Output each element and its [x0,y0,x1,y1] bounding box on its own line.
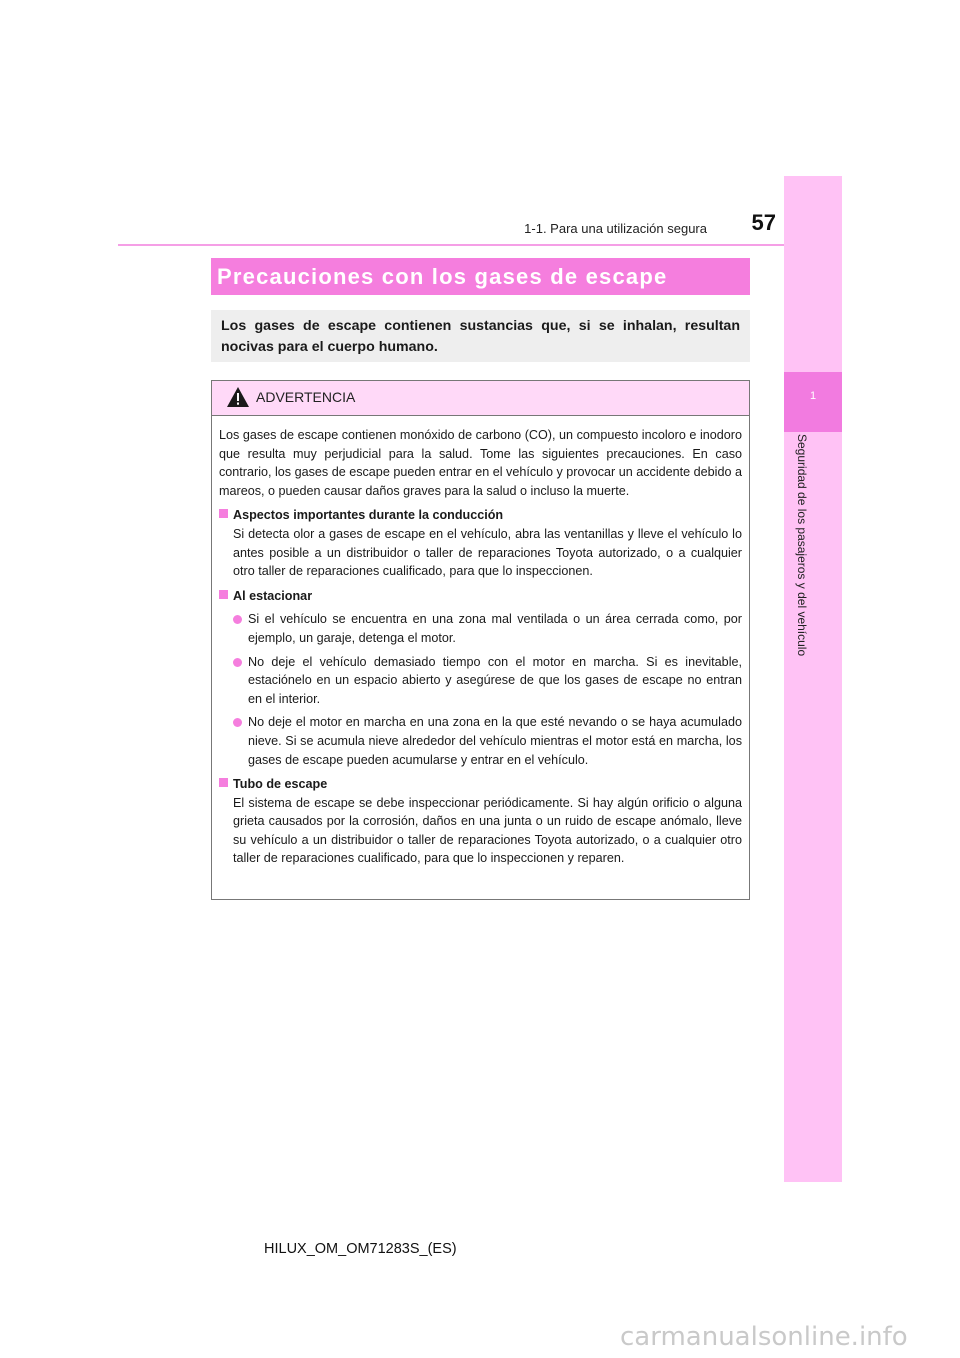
section-text: El sistema de escape se debe inspeccionar periódicamente. Si hay algún orificio o alguna grieta causados por la corrosión, daños en una junta o un ruido de escape anómalo, lleve su vehículo a un distribuidor o taller de reparaciones Toyota autorizado, o a cualquier otro taller de reparaciones cualificado, para que lo inspeccionen y reparen. [233,795,742,866]
section-title: Al estacionar [233,588,313,603]
warning-body [212,416,749,868]
page-title-bar [211,258,750,295]
list-item-text: No deje el vehículo demasiado tiempo con el motor en marcha. Si es inevitable, estaciónelo en un espacio abierto y asegúrese de que los gases de escape no entran en el interior. [248,654,742,706]
square-bullet-icon [219,590,228,599]
square-bullet-icon [219,778,228,787]
square-bullet-icon [219,509,228,518]
section-heading [219,506,742,525]
list-item-text: No deje el motor en marcha en una zona en la que esté nevando o se haya acumulado nieve. Si se acumula nieve alrededor del vehículo mientras el motor está en marcha, los gases de escape pueden acumularse y entrar en el vehículo. [248,715,742,767]
warning-triangle-icon [226,386,250,408]
page-number: 57 [751,210,776,235]
document-code: HILUX_OM_OM71283S_(ES) [264,1241,457,1257]
chapter-title: Seguridad de los pasajeros y del vehículo [795,434,809,657]
list-item-text: Si el vehículo se encuentra en una zona mal ventilada o un área cerrada como, por ejemplo, un garaje, detenga el motor. [248,612,742,645]
chapter-number: 1 [809,390,817,402]
section-title: Tubo de escape [233,777,328,792]
list-item [219,610,742,647]
section-text: Si detecta olor a gases de escape en el vehículo, abra las ventanillas y lleve el vehículo lo antes posible a un distribuidor o taller de reparaciones Toyota autorizado, o a cualquier otro taller de reparaciones cualificado, para que lo inspeccionen. [233,526,742,579]
circle-bullet-icon [233,718,242,727]
chapter-side-tab [784,176,842,1182]
list-item [219,653,742,709]
warning-paragraph: Los gases de escape contienen monóxido de carbono (CO), un compuesto incoloro e inodoro que resulta muy perjudicial para la salud. Tome las siguientes precauciones. En caso contrario, los gases de escape pueden entrar en el vehículo y provocar un accidente debido a mareos, o pueden causar daños graves para la salud o incluso la muerte. [219,428,742,498]
intro-summary: Los gases de escape contienen sustancias que, si se inhalan, resultan nocivas para el cuerpo humano. [211,310,750,362]
section-heading [219,775,742,794]
page-title: Precauciones con los gases de escape [217,264,668,289]
circle-bullet-icon [233,615,242,624]
section-title: Aspectos importantes durante la conducción [233,508,504,523]
warning-header [212,381,749,416]
circle-bullet-icon [233,658,242,667]
list-item [219,713,742,769]
header-divider [118,244,840,246]
watermark-text: carmanualsonline.info [620,1322,908,1352]
section-label: 1-1. Para una utilización segura [524,221,707,236]
warning-box [211,380,750,900]
section-heading [219,587,742,606]
chapter-tab-marker [784,372,842,432]
warning-title: ADVERTENCIA [256,389,356,405]
